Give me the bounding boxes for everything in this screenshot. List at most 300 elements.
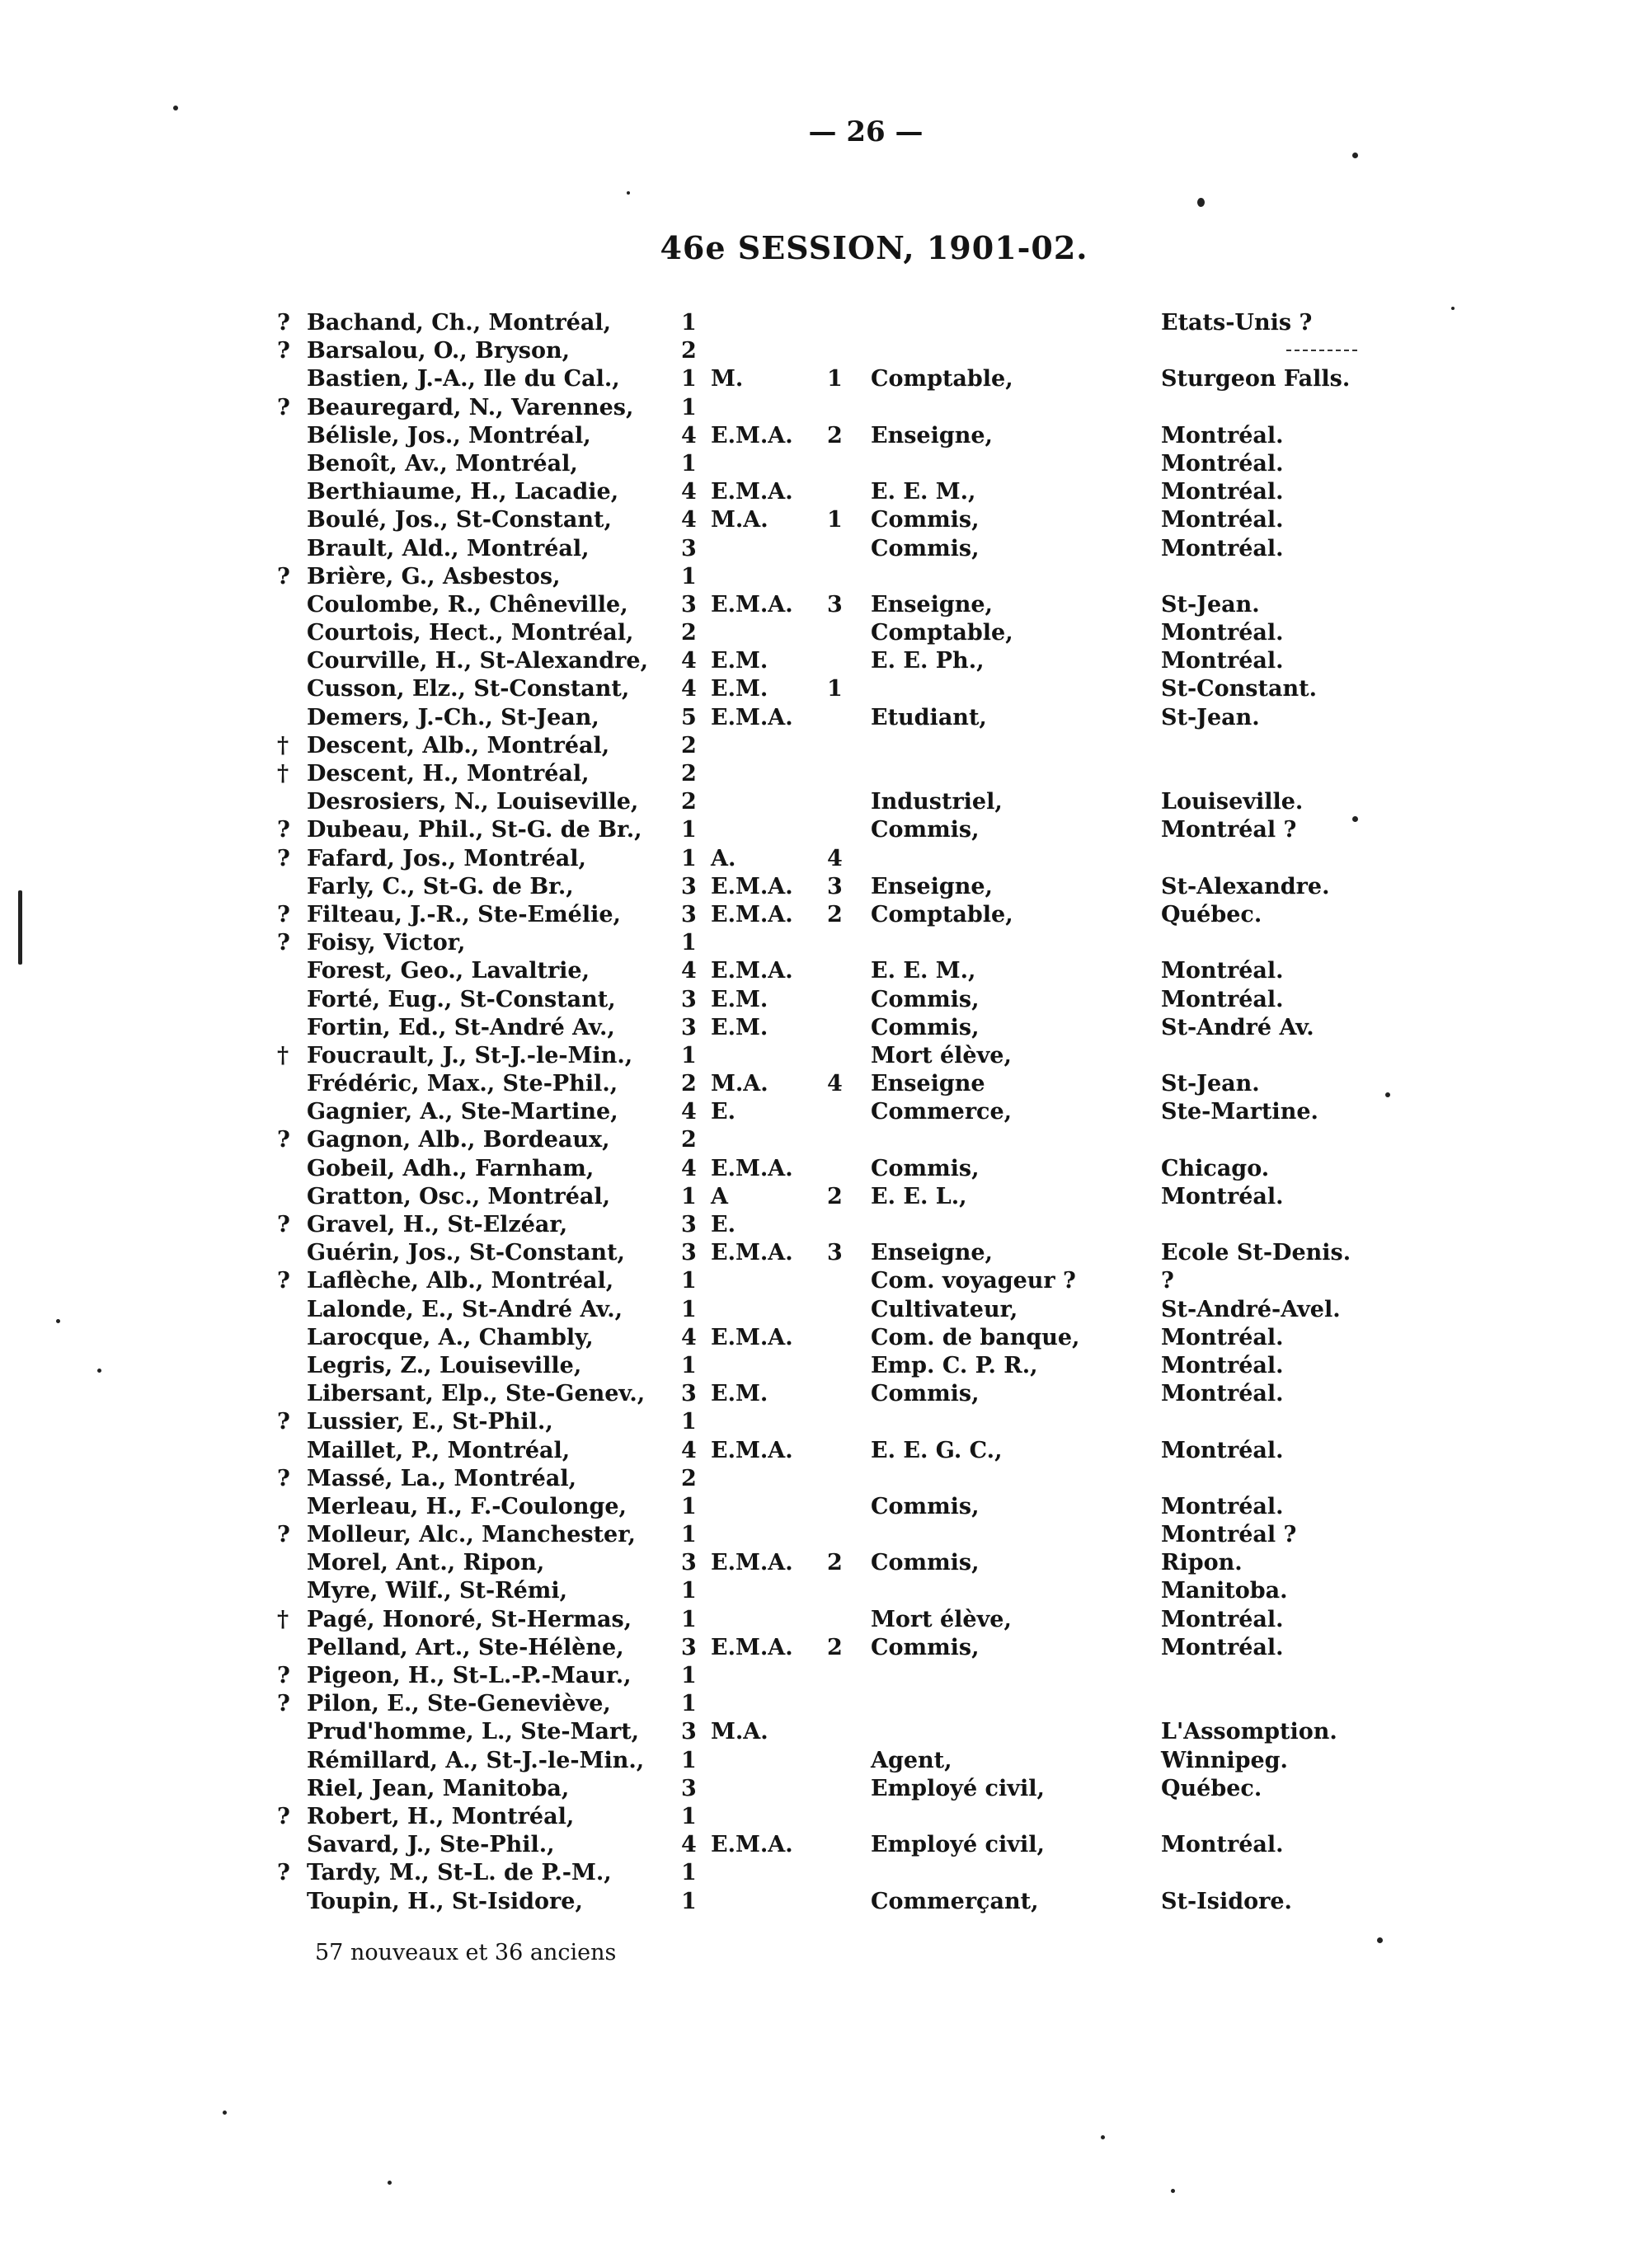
entry-occupation: Emp. C. P. R., bbox=[871, 1352, 1038, 1378]
entry-years: 4 bbox=[681, 676, 697, 702]
entry-years: 4 bbox=[681, 1437, 697, 1463]
speck bbox=[97, 1369, 101, 1373]
entry-residence: Québec. bbox=[1161, 901, 1262, 927]
entry-years: 1 bbox=[681, 1042, 697, 1068]
roster-row bbox=[0, 1690, 1645, 1718]
entry-residence: Montréal ? bbox=[1161, 1522, 1297, 1548]
roster-row bbox=[0, 591, 1645, 619]
roster-row bbox=[0, 365, 1645, 393]
entry-name: Molleur, Alc., Manchester, bbox=[307, 1522, 636, 1548]
entry-years: 3 bbox=[681, 591, 697, 617]
entry-residence: St-Jean. bbox=[1161, 704, 1260, 730]
entry-years: 2 bbox=[681, 789, 697, 815]
roster-row bbox=[0, 1014, 1645, 1042]
entry-years: 3 bbox=[681, 901, 697, 927]
roster-row bbox=[0, 422, 1645, 450]
entry-occupation: Comptable, bbox=[871, 901, 1013, 927]
entry-occupation: Com. de banque, bbox=[871, 1324, 1080, 1350]
entry-years: 1 bbox=[681, 1888, 697, 1914]
roster-row bbox=[0, 1662, 1645, 1690]
entry-name: Berthiaume, H., Lacadie, bbox=[307, 479, 619, 505]
roster-row bbox=[0, 704, 1645, 732]
roster-row bbox=[0, 1155, 1645, 1183]
entry-residence: Ecole St-Denis. bbox=[1161, 1240, 1351, 1266]
roster-row bbox=[0, 309, 1645, 337]
entry-mark: † bbox=[277, 1042, 289, 1068]
entry-years: 1 bbox=[681, 1183, 697, 1209]
speck bbox=[388, 2181, 392, 2185]
entry-years: 1 bbox=[681, 563, 697, 589]
roster-row bbox=[0, 563, 1645, 591]
entry-name: Guérin, Jos., St-Constant, bbox=[307, 1240, 625, 1266]
entry-name: Gratton, Osc., Montréal, bbox=[307, 1183, 611, 1209]
entry-years: 1 bbox=[681, 1747, 697, 1773]
roster-row bbox=[0, 986, 1645, 1014]
roster-row bbox=[0, 1324, 1645, 1352]
entry-name: Brault, Ald., Montréal, bbox=[307, 535, 590, 561]
roster-row bbox=[0, 1549, 1645, 1577]
entry-name: Fafard, Jos., Montréal, bbox=[307, 845, 586, 871]
entry-occupation: Enseigne, bbox=[871, 873, 993, 899]
entry-number: 3 bbox=[827, 873, 843, 899]
entry-diploma: E.M.A. bbox=[711, 1437, 793, 1463]
entry-mark: ? bbox=[277, 1663, 290, 1688]
speck bbox=[1385, 1092, 1390, 1097]
speck bbox=[627, 191, 630, 195]
entry-residence: Manitoba. bbox=[1161, 1578, 1288, 1604]
roster-row bbox=[0, 1126, 1645, 1154]
entry-years: 2 bbox=[681, 732, 697, 758]
entry-number: 1 bbox=[827, 507, 843, 533]
entry-name: Boulé, Jos., St-Constant, bbox=[307, 507, 612, 533]
entry-occupation: Commis, bbox=[871, 1381, 980, 1407]
entry-residence: Montréal. bbox=[1161, 1183, 1284, 1209]
entry-years: 3 bbox=[681, 1381, 697, 1407]
entry-diploma: E.M.A. bbox=[711, 1324, 793, 1350]
entry-diploma: E.M. bbox=[711, 1014, 768, 1040]
entry-years: 2 bbox=[681, 1127, 697, 1153]
roster-row bbox=[0, 1465, 1645, 1493]
entry-residence: Montréal. bbox=[1161, 1832, 1284, 1858]
entry-residence: Montréal. bbox=[1161, 648, 1284, 674]
roster-row bbox=[0, 1747, 1645, 1775]
entry-years: 4 bbox=[681, 648, 697, 674]
entry-residence: Ripon. bbox=[1161, 1550, 1243, 1576]
entry-occupation: Commis, bbox=[871, 817, 980, 843]
entry-occupation: Commerçant, bbox=[871, 1888, 1039, 1914]
entry-name: Maillet, P., Montréal, bbox=[307, 1437, 571, 1463]
entry-years: 1 bbox=[681, 1493, 697, 1519]
entry-mark: † bbox=[277, 1606, 289, 1632]
entry-diploma: A bbox=[711, 1183, 728, 1209]
roster-row bbox=[0, 1437, 1645, 1465]
entry-residence: St-Constant. bbox=[1161, 676, 1317, 702]
entry-years: 1 bbox=[681, 1803, 697, 1829]
entry-occupation: Cultivateur, bbox=[871, 1296, 1018, 1322]
entry-years: 1 bbox=[681, 1296, 697, 1322]
entry-occupation: Agent, bbox=[871, 1747, 952, 1773]
entry-name: Pigeon, H., St-L.-P.-Maur., bbox=[307, 1663, 632, 1688]
entry-mark: ? bbox=[277, 1803, 290, 1829]
speck bbox=[1352, 153, 1358, 158]
entry-name: Pelland, Art., Ste-Hélène, bbox=[307, 1634, 624, 1660]
entry-years: 3 bbox=[681, 1212, 697, 1237]
entry-years: 2 bbox=[681, 1465, 697, 1491]
entry-occupation: E. E. M., bbox=[871, 479, 976, 505]
entry-residence: Montréal. bbox=[1161, 1381, 1284, 1407]
roster-row bbox=[0, 1831, 1645, 1859]
entry-years: 1 bbox=[681, 394, 697, 420]
entry-name: Gagnon, Alb., Bordeaux, bbox=[307, 1127, 610, 1153]
entry-residence: Winnipeg. bbox=[1161, 1747, 1288, 1773]
entry-mark: ? bbox=[277, 1691, 290, 1717]
entry-years: 3 bbox=[681, 873, 697, 899]
entry-diploma: E.M.A. bbox=[711, 1634, 793, 1660]
entry-occupation: Commis, bbox=[871, 1493, 980, 1519]
roster-row bbox=[0, 760, 1645, 788]
entry-occupation: E. E. Ph., bbox=[871, 648, 985, 674]
entry-name: Foucrault, J., St-J.-le-Min., bbox=[307, 1042, 633, 1068]
entry-number: 1 bbox=[827, 676, 843, 702]
entry-occupation: Commis, bbox=[871, 986, 980, 1012]
entry-occupation: Commis, bbox=[871, 1155, 980, 1181]
entry-occupation: Industriel, bbox=[871, 789, 1003, 815]
entry-name: Cusson, Elz., St-Constant, bbox=[307, 676, 630, 702]
roster-row bbox=[0, 957, 1645, 985]
entry-diploma: E. bbox=[711, 1099, 736, 1125]
entry-years: 1 bbox=[681, 1860, 697, 1886]
speck bbox=[173, 106, 178, 110]
entry-years: 4 bbox=[681, 1324, 697, 1350]
roster-row bbox=[0, 1239, 1645, 1267]
entry-residence: Montréal. bbox=[1161, 1352, 1284, 1378]
entry-occupation: Commerce, bbox=[871, 1099, 1013, 1125]
roster-row bbox=[0, 1577, 1645, 1605]
entry-name: Gobeil, Adh., Farnham, bbox=[307, 1155, 595, 1181]
entry-name: Forest, Geo., Lavaltrie, bbox=[307, 958, 590, 984]
entry-name: Descent, H., Montréal, bbox=[307, 761, 590, 787]
roster-row bbox=[0, 901, 1645, 929]
student-roster bbox=[0, 309, 1645, 1916]
entry-mark: ? bbox=[277, 817, 290, 843]
entry-name: Descent, Alb., Montréal, bbox=[307, 732, 610, 758]
entry-diploma: E.M.A. bbox=[711, 704, 793, 730]
roster-row bbox=[0, 1521, 1645, 1549]
entry-occupation: Com. voyageur ? bbox=[871, 1268, 1076, 1294]
entry-years: 4 bbox=[681, 422, 697, 448]
roster-row bbox=[0, 1803, 1645, 1831]
roster-row bbox=[0, 1888, 1645, 1916]
entry-name: Legris, Z., Louiseville, bbox=[307, 1352, 582, 1378]
roster-row bbox=[0, 1098, 1645, 1126]
entry-residence: St-André-Avel. bbox=[1161, 1296, 1341, 1322]
roster-row bbox=[0, 478, 1645, 506]
roster-row bbox=[0, 732, 1645, 760]
roster-row bbox=[0, 1606, 1645, 1634]
entry-number: 3 bbox=[827, 591, 843, 617]
entry-occupation: Mort élève, bbox=[871, 1606, 1012, 1632]
entry-years: 2 bbox=[681, 1071, 697, 1097]
roster-row bbox=[0, 873, 1645, 901]
entry-diploma: M.A. bbox=[711, 1719, 768, 1745]
roster-row bbox=[0, 1070, 1645, 1098]
entry-years: 4 bbox=[681, 1832, 697, 1858]
entry-mark: ? bbox=[277, 394, 290, 420]
entry-name: Foisy, Victor, bbox=[307, 930, 466, 956]
entry-residence: Québec. bbox=[1161, 1775, 1262, 1801]
entry-mark: ? bbox=[277, 1465, 290, 1491]
entry-name: Brière, G., Asbestos, bbox=[307, 563, 561, 589]
entry-residence: St-Jean. bbox=[1161, 1071, 1260, 1097]
speck bbox=[1451, 307, 1455, 310]
entry-residence: Etats-Unis ? bbox=[1161, 310, 1313, 336]
entry-residence: Sturgeon Falls. bbox=[1161, 366, 1351, 392]
entry-years: 1 bbox=[681, 310, 697, 336]
speck bbox=[1101, 2135, 1105, 2139]
entry-mark: † bbox=[277, 761, 289, 787]
entry-name: Bélisle, Jos., Montréal, bbox=[307, 422, 591, 448]
entry-name: Desrosiers, N., Louiseville, bbox=[307, 789, 639, 815]
speck bbox=[56, 1319, 60, 1323]
entry-years: 1 bbox=[681, 366, 697, 392]
entry-years: 1 bbox=[681, 1663, 697, 1688]
entry-name: Farly, C., St-G. de Br., bbox=[307, 873, 574, 899]
roster-row bbox=[0, 816, 1645, 844]
entry-occupation: E. E. L., bbox=[871, 1183, 967, 1209]
entry-diploma: M. bbox=[711, 366, 744, 392]
entry-name: Bastien, J.-A., Ile du Cal., bbox=[307, 366, 620, 392]
entry-number: 2 bbox=[827, 901, 843, 927]
entry-name: Rémillard, A., St-J.-le-Min., bbox=[307, 1747, 645, 1773]
entry-residence: Montréal. bbox=[1161, 1606, 1284, 1632]
roster-row bbox=[0, 845, 1645, 873]
entry-name: Massé, La., Montréal, bbox=[307, 1465, 576, 1491]
entry-residence: Louiseville. bbox=[1161, 789, 1304, 815]
roster-row bbox=[0, 929, 1645, 957]
entry-residence: St-André Av. bbox=[1161, 1014, 1314, 1040]
roster-row bbox=[0, 1267, 1645, 1295]
entry-name: Barsalou, O., Bryson, bbox=[307, 338, 571, 364]
entry-occupation: Enseigne bbox=[871, 1071, 985, 1097]
entry-years: 1 bbox=[681, 1409, 697, 1435]
entry-years: 1 bbox=[681, 817, 697, 843]
entry-number: 4 bbox=[827, 845, 843, 871]
roster-row bbox=[0, 1859, 1645, 1887]
entry-occupation: Mort élève, bbox=[871, 1042, 1012, 1068]
entry-diploma: E.M.A. bbox=[711, 901, 793, 927]
entry-occupation: Employé civil, bbox=[871, 1832, 1045, 1858]
entry-mark: ? bbox=[277, 563, 290, 589]
speck bbox=[1197, 198, 1205, 207]
entry-occupation: Enseigne, bbox=[871, 591, 993, 617]
entry-name: Pilon, E., Ste-Geneviève, bbox=[307, 1691, 611, 1717]
entry-residence: L'Assomption. bbox=[1161, 1719, 1337, 1745]
roster-row bbox=[0, 394, 1645, 422]
entry-name: Dubeau, Phil., St-G. de Br., bbox=[307, 817, 642, 843]
entry-occupation: Etudiant, bbox=[871, 704, 987, 730]
entry-residence: Montréal. bbox=[1161, 535, 1284, 561]
entry-diploma: E.M. bbox=[711, 1381, 768, 1407]
entry-diploma: E.M.A. bbox=[711, 422, 793, 448]
entry-residence: Montréal. bbox=[1161, 1493, 1284, 1519]
entry-diploma: E.M.A. bbox=[711, 1155, 793, 1181]
entry-occupation: Comptable, bbox=[871, 620, 1013, 646]
entry-years: 3 bbox=[681, 1775, 697, 1801]
speck bbox=[1352, 816, 1358, 822]
entry-name: Merleau, H., F.-Coulonge, bbox=[307, 1493, 627, 1519]
entry-residence: Montréal. bbox=[1161, 507, 1284, 533]
entry-mark: † bbox=[277, 732, 289, 758]
roster-row bbox=[0, 1718, 1645, 1746]
entry-name: Forté, Eug., St-Constant, bbox=[307, 986, 616, 1012]
entry-name: Myre, Wilf., St-Rémi, bbox=[307, 1578, 568, 1604]
entry-mark: ? bbox=[277, 1522, 290, 1548]
entry-name: Robert, H., Montréal, bbox=[307, 1803, 575, 1829]
entry-residence: Montréal. bbox=[1161, 422, 1284, 448]
roster-row bbox=[0, 506, 1645, 534]
entry-diploma: E.M.A. bbox=[711, 873, 793, 899]
entry-years: 4 bbox=[681, 1155, 697, 1181]
roster-row bbox=[0, 535, 1645, 563]
entry-occupation: Employé civil, bbox=[871, 1775, 1045, 1801]
entry-residence: Montréal. bbox=[1161, 620, 1284, 646]
entry-occupation: E. E. M., bbox=[871, 958, 976, 984]
speck bbox=[18, 890, 22, 965]
entry-number: 2 bbox=[827, 1634, 843, 1660]
entry-years: 3 bbox=[681, 1014, 697, 1040]
session-title: 46e SESSION, 1901-02. bbox=[660, 229, 1088, 266]
entry-name: Toupin, H., St-Isidore, bbox=[307, 1888, 583, 1914]
entry-number: 4 bbox=[827, 1071, 843, 1097]
entry-mark: ? bbox=[277, 1860, 290, 1886]
entry-residence: Montréal. bbox=[1161, 450, 1284, 477]
entry-name: Coulombe, R., Chêneville, bbox=[307, 591, 628, 617]
entry-years: 1 bbox=[681, 1606, 697, 1632]
entry-name: Fortin, Ed., St-André Av., bbox=[307, 1014, 615, 1040]
entry-residence: St-Alexandre. bbox=[1161, 873, 1330, 899]
roster-row bbox=[0, 1183, 1645, 1211]
entry-residence: Montréal. bbox=[1161, 1324, 1284, 1350]
roster-row bbox=[0, 647, 1645, 675]
entry-number: 3 bbox=[827, 1240, 843, 1266]
speck bbox=[1171, 2189, 1175, 2193]
entry-name: Savard, J., Ste-Phil., bbox=[307, 1832, 555, 1858]
roster-row bbox=[0, 1211, 1645, 1239]
entry-name: Filteau, J.-R., Ste-Emélie, bbox=[307, 901, 621, 927]
entry-name: Bachand, Ch., Montréal, bbox=[307, 310, 612, 336]
entry-mark: ? bbox=[277, 1268, 290, 1294]
entry-mark: ? bbox=[277, 901, 290, 927]
roster-row bbox=[0, 1775, 1645, 1803]
entry-name: Gagnier, A., Ste-Martine, bbox=[307, 1099, 618, 1125]
entry-number: 2 bbox=[827, 422, 843, 448]
entry-residence: Montréal. bbox=[1161, 958, 1284, 984]
entry-diploma: E.M.A. bbox=[711, 958, 793, 984]
entry-residence: St-Isidore. bbox=[1161, 1888, 1292, 1914]
entry-years: 1 bbox=[681, 1268, 697, 1294]
entry-residence: Montréal. bbox=[1161, 479, 1284, 505]
entry-years: 5 bbox=[681, 704, 697, 730]
roster-row bbox=[0, 450, 1645, 478]
entry-years: 3 bbox=[681, 1240, 697, 1266]
entry-years: 3 bbox=[681, 535, 697, 561]
entry-name: Frédéric, Max., Ste-Phil., bbox=[307, 1071, 618, 1097]
entry-occupation: Enseigne, bbox=[871, 1240, 993, 1266]
entry-mark: ? bbox=[277, 1127, 290, 1153]
roster-row bbox=[0, 1380, 1645, 1408]
entry-residence: ? bbox=[1161, 1268, 1174, 1294]
entry-years: 1 bbox=[681, 930, 697, 956]
entry-name: Libersant, Elp., Ste-Genev., bbox=[307, 1381, 646, 1407]
entry-occupation: Commis, bbox=[871, 1634, 980, 1660]
entry-years: 3 bbox=[681, 1719, 697, 1745]
entry-name: Lussier, E., St-Phil., bbox=[307, 1409, 553, 1435]
entry-name: Laflèche, Alb., Montréal, bbox=[307, 1268, 614, 1294]
entry-diploma: M.A. bbox=[711, 507, 768, 533]
entry-occupation: Enseigne, bbox=[871, 422, 993, 448]
entry-residence: Montréal ? bbox=[1161, 817, 1297, 843]
entry-occupation: E. E. G. C., bbox=[871, 1437, 1003, 1463]
entry-mark: ? bbox=[277, 845, 290, 871]
entry-years: 3 bbox=[681, 1634, 697, 1660]
entry-occupation: Commis, bbox=[871, 507, 980, 533]
entry-name: Gravel, H., St-Elzéar, bbox=[307, 1212, 568, 1237]
entry-years: 1 bbox=[681, 1352, 697, 1378]
entry-diploma: E.M. bbox=[711, 676, 768, 702]
entry-residence: St-Jean. bbox=[1161, 591, 1260, 617]
entry-name: Courtois, Hect., Montréal, bbox=[307, 620, 634, 646]
entry-mark: ? bbox=[277, 310, 290, 336]
roster-row bbox=[0, 1042, 1645, 1070]
entry-years: 4 bbox=[681, 958, 697, 984]
entry-years: 1 bbox=[681, 1522, 697, 1548]
entry-residence: Chicago. bbox=[1161, 1155, 1270, 1181]
entry-years: 2 bbox=[681, 761, 697, 787]
entry-diploma: E.M.A. bbox=[711, 1832, 793, 1858]
entry-years: 2 bbox=[681, 620, 697, 646]
entry-name: Benoît, Av., Montréal, bbox=[307, 450, 578, 477]
entry-occupation: Commis, bbox=[871, 1550, 980, 1576]
entry-name: Prud'homme, L., Ste-Mart, bbox=[307, 1719, 640, 1745]
entry-number: 1 bbox=[827, 366, 843, 392]
entry-years: 3 bbox=[681, 1550, 697, 1576]
entry-mark: ? bbox=[277, 1409, 290, 1435]
entry-residence: Montréal. bbox=[1161, 1437, 1284, 1463]
entry-diploma: A. bbox=[711, 845, 736, 871]
entry-name: Courville, H., St-Alexandre, bbox=[307, 648, 648, 674]
entry-residence: Montréal. bbox=[1161, 1634, 1284, 1660]
entry-residence: Montréal. bbox=[1161, 986, 1284, 1012]
entry-name: Morel, Ant., Ripon, bbox=[307, 1550, 545, 1576]
roster-row bbox=[0, 1634, 1645, 1662]
entry-years: 3 bbox=[681, 986, 697, 1012]
entry-years: 4 bbox=[681, 507, 697, 533]
entry-diploma: E.M. bbox=[711, 648, 768, 674]
entry-mark: ? bbox=[277, 338, 290, 364]
entry-diploma: E.M.A. bbox=[711, 479, 793, 505]
roster-row bbox=[0, 788, 1645, 816]
roster-row bbox=[0, 1296, 1645, 1324]
entry-years: 1 bbox=[681, 845, 697, 871]
entry-name: Pagé, Honoré, St-Hermas, bbox=[307, 1606, 632, 1632]
entry-occupation: Commis, bbox=[871, 1014, 980, 1040]
entry-name: Lalonde, E., St-André Av., bbox=[307, 1296, 623, 1322]
entry-diploma: E.M.A. bbox=[711, 591, 793, 617]
entry-years: 1 bbox=[681, 450, 697, 477]
roster-row bbox=[0, 619, 1645, 647]
entry-diploma: E.M.A. bbox=[711, 1240, 793, 1266]
roster-row bbox=[0, 337, 1645, 365]
